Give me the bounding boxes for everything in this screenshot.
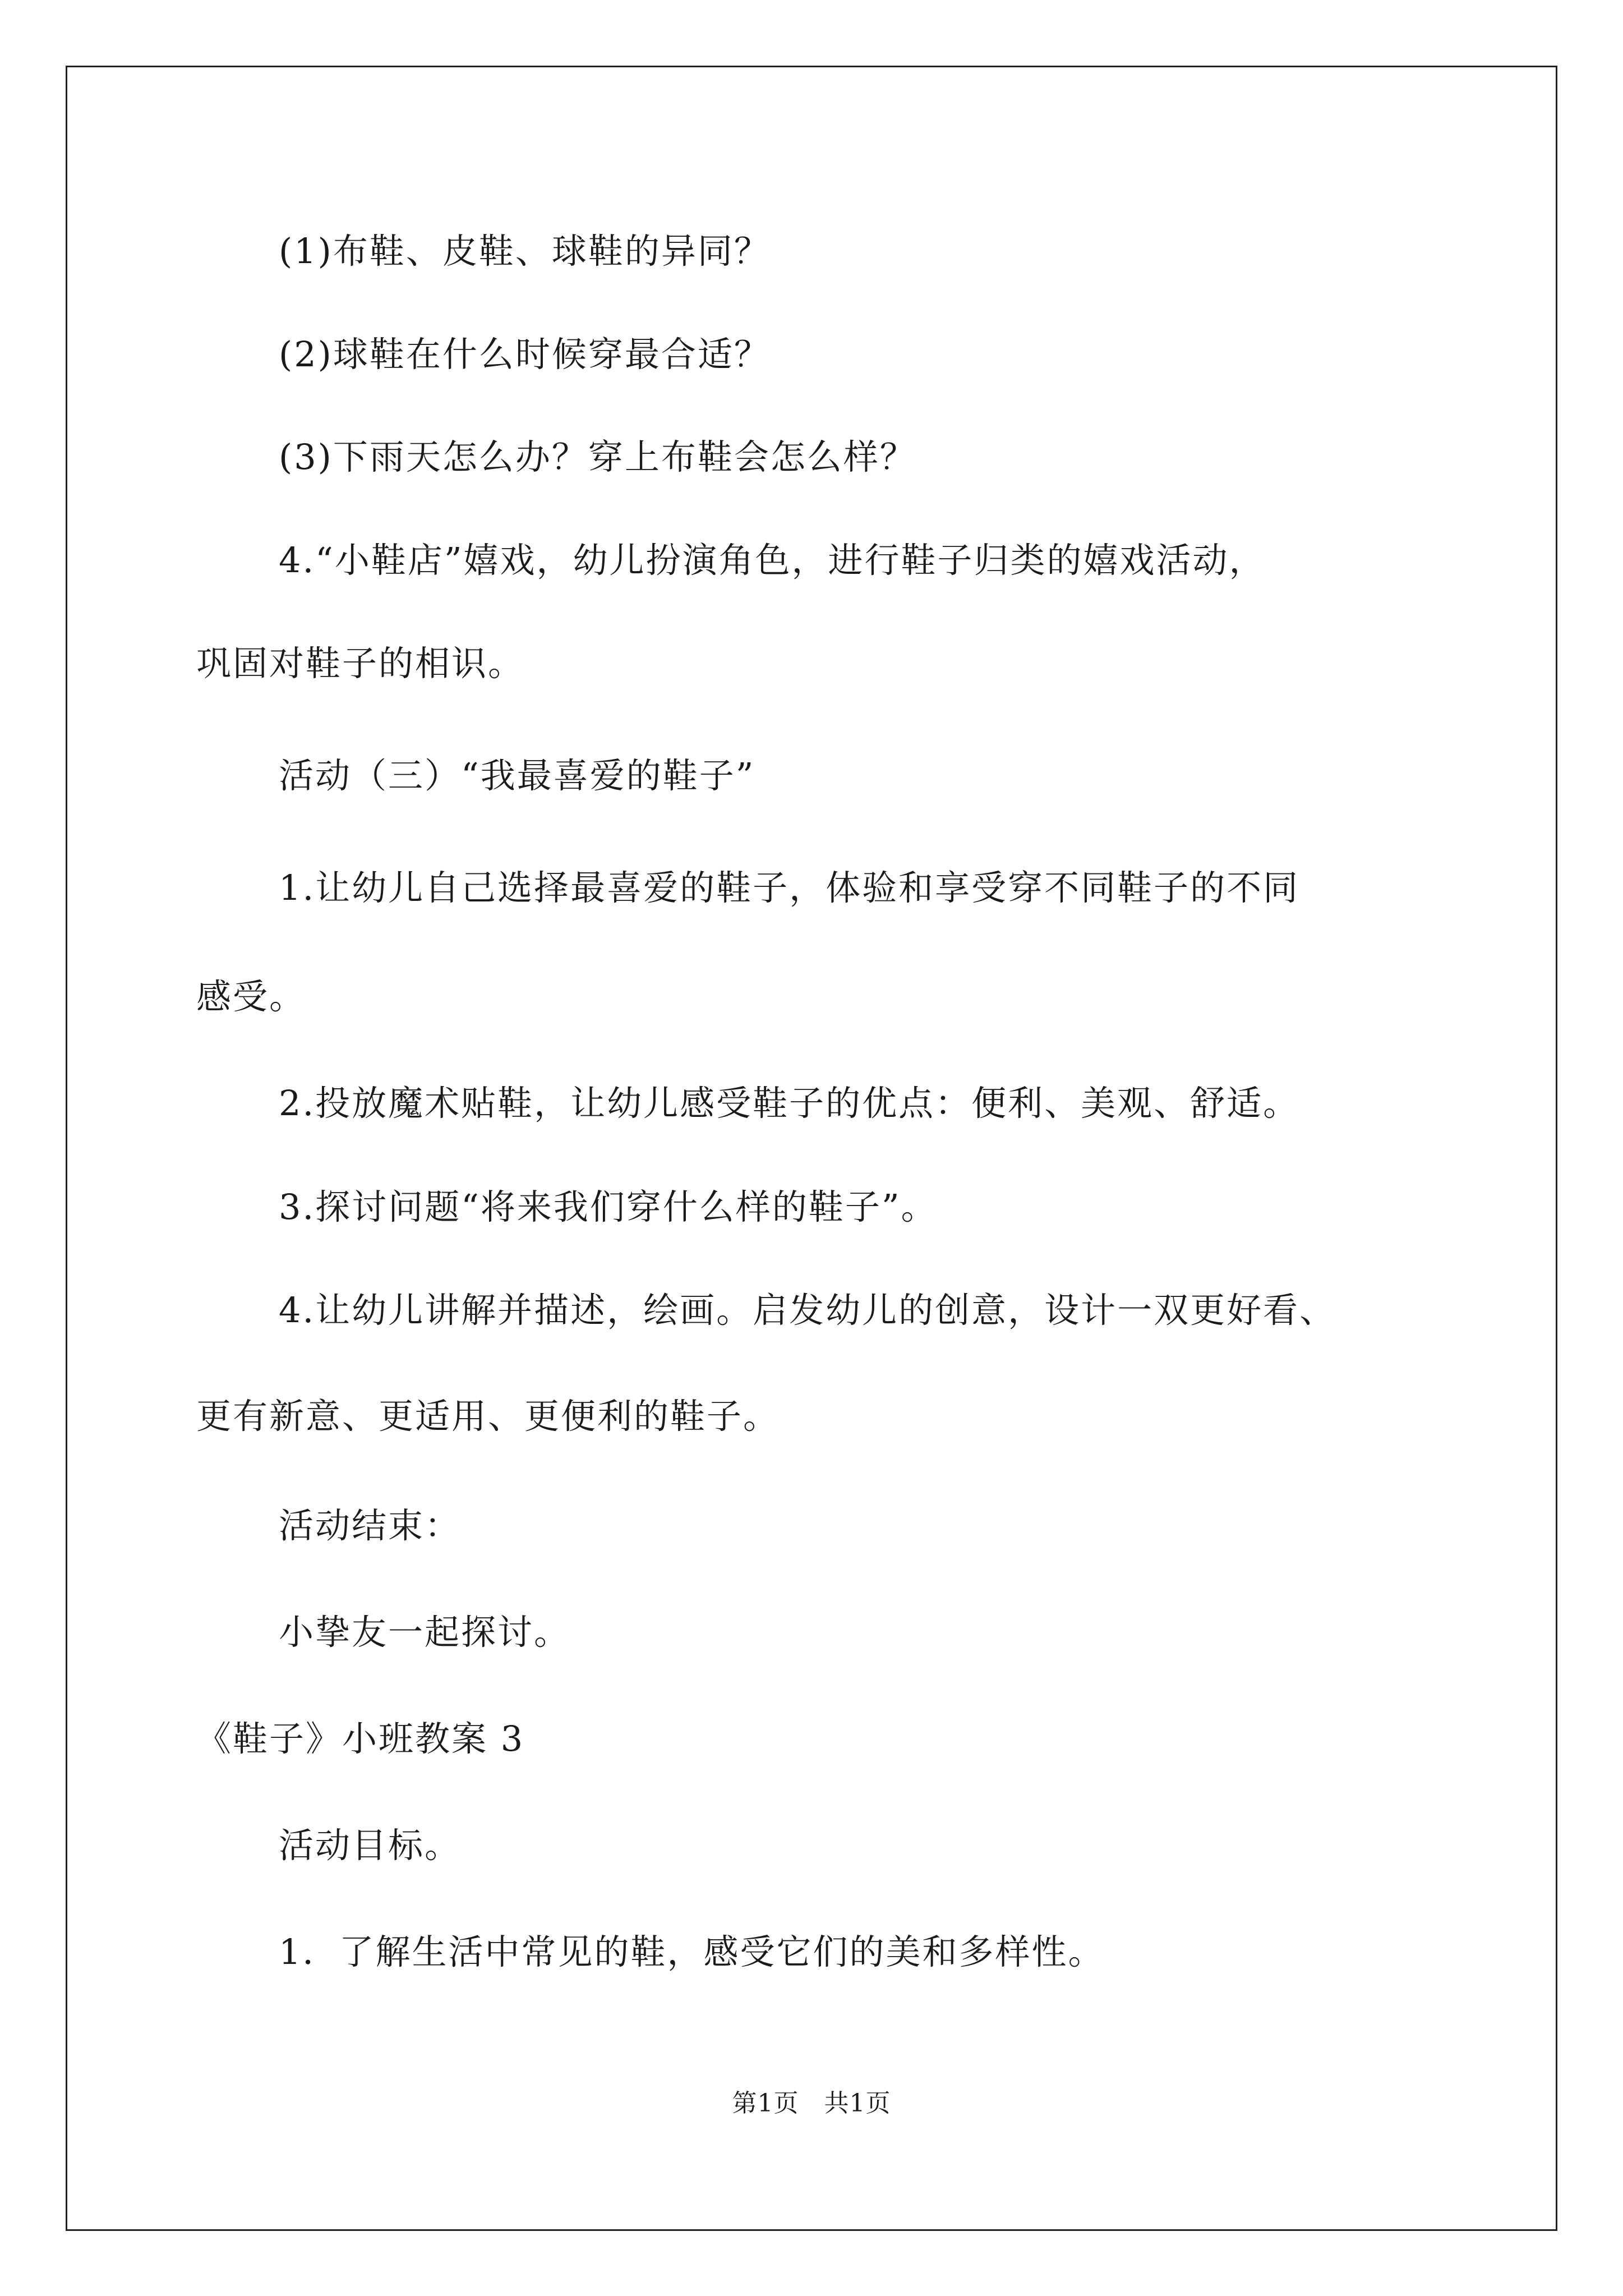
text-line-13: 活动结束： [279, 1505, 462, 1546]
page-border [66, 66, 1557, 2231]
text-line-11: 4.让幼儿讲解并描述，绘画。启发幼儿的创意，设计一双更好看、 [279, 1290, 1336, 1331]
text-line-9: 2.投放魔术贴鞋，让幼儿感受鞋子的优点：便利、美观、舒适。 [279, 1083, 1300, 1124]
text-line-1: (1)布鞋、皮鞋、球鞋的异同？ [279, 231, 771, 272]
text-line-14: 小挚友一起探讨。 [279, 1612, 571, 1653]
text-line-2: (2)球鞋在什么时候穿最合适？ [279, 334, 771, 375]
text-line-12: 更有新意、更适用、更便利的鞋子。 [196, 1396, 780, 1437]
text-line-8: 感受。 [196, 976, 306, 1017]
text-line-17: 1．了解生活中常见的鞋，感受它们的美和多样性。 [279, 1931, 1105, 1972]
text-line-5: 巩固对鞋子的相识。 [196, 643, 525, 684]
text-line-4: 4.“小鞋店”嬉戏，幼儿扮演角色，进行鞋子归类的嬉戏活动， [279, 540, 1266, 581]
text-line-7: 1.让幼儿自己选择最喜爱的鞋子，体验和享受穿不同鞋子的不同 [279, 867, 1300, 908]
section-heading-activity-3: 活动（三）“我最喜爱的鞋子” [279, 755, 755, 796]
text-line-10: 3.探讨问题“将来我们穿什么样的鞋子”。 [279, 1186, 938, 1227]
lesson-title: 《鞋子》小班教案 3 [196, 1718, 525, 1759]
text-line-3: (3)下雨天怎么办？穿上布鞋会怎么样？ [279, 436, 916, 477]
page-footer: 第1页 共1页 [732, 2089, 891, 2118]
text-line-16: 活动目标。 [279, 1825, 462, 1866]
